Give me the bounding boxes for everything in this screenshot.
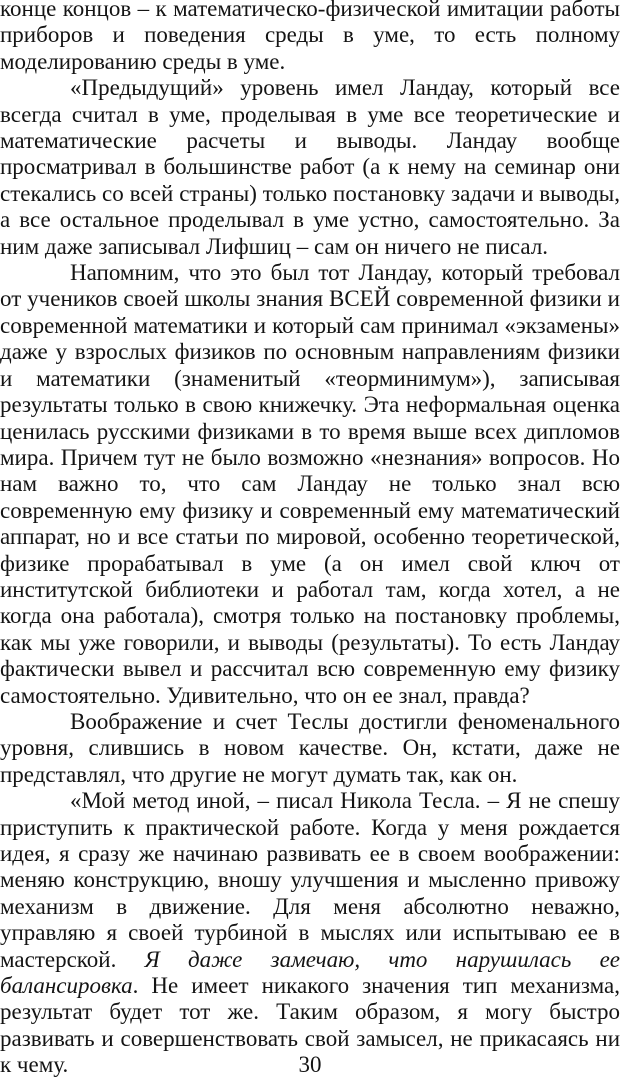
page-number: 30 [298,1052,322,1077]
quote-italic-text: Я даже замечаю, что нарушилась ее балансировка [0,946,620,999]
paragraph-landau-school: Напомним, что это был тот Ландау, который требовал от учеников своей школы знания ВСЕЙ современной физики и современной математики и который сам принимал «экзамены» даже у взрослых физиков по основным направлениям физики и математики (знаменитый «теорминимум»), записывая результаты только в свою книжечку. Эта неформальная оценка ценилась русскими физиками в то время выше всех дипломов мира. Причем тут не было возможно «незнания» вопросов. Но нам важно то, что сам Ландау не только знал всю современную ему физику и современный ему математический аппарат, но и все статьи по мировой, особенно теоретической, физике прорабатывал в уме (а он имел свой ключ от институтской библиотеки и работал там, когда хотел, а не когда она работала), смотря только на постановку проблемы, как мы уже говорили, и выводы (результаты). То есть Ландау фактически вывел и рассчитал всю современную ему физику самостоятельно. Удивительно, что он ее знал, правда? [0,260,620,708]
paragraph-tesla-imagination: Воображение и счет Теслы достигли феноменального уровня, слившись в новом качестве. Он, кстати, даже не представлял, что другие не могут думать так, как он. [0,708,620,787]
quote-text-before-italic: «Мой метод иной, – писал Никола Тесла. – Я не спешу приступить к практической работе. Когда у меня рождается идея, я сразу же начинаю развивать ее в своем воображении: меняю конструкцию, вношу улучшения и мысленно привожу механизм в движение. Для меня абсолютно неважно, управляю я своей турбиной в мыслях или испытываю ее в мастерской. [0,788,620,972]
paragraph-tesla-quote [0,788,620,1078]
quote-text-after-italic: . Не имеет никакого значения тип механизма, результат будет тот же. Таким образом, я могу быстро развивать и совершенствовать свой замысел, не прикасаясь ни к чему. [0,973,620,1078]
paragraph-landau-previous-level: «Предыдущий» уровень имел Ландау, который все всегда считал в уме, проделывая в уме все теоретические и математические расчеты и выводы. Ландау вообще просматривал в большинстве работ (а к нему на семинар они стекались со всей страны) только постановку задачи и выводы, а все остальное проделывал в уме устно, самостоятельно. За ним даже записывал Лифшиц – сам он ничего не писал. [0,75,620,259]
paragraph-continuation: конце концов – к математическо-физической имитации работы приборов и поведения среды в уме, то есть полному моделированию среды в уме. [0,0,620,74]
